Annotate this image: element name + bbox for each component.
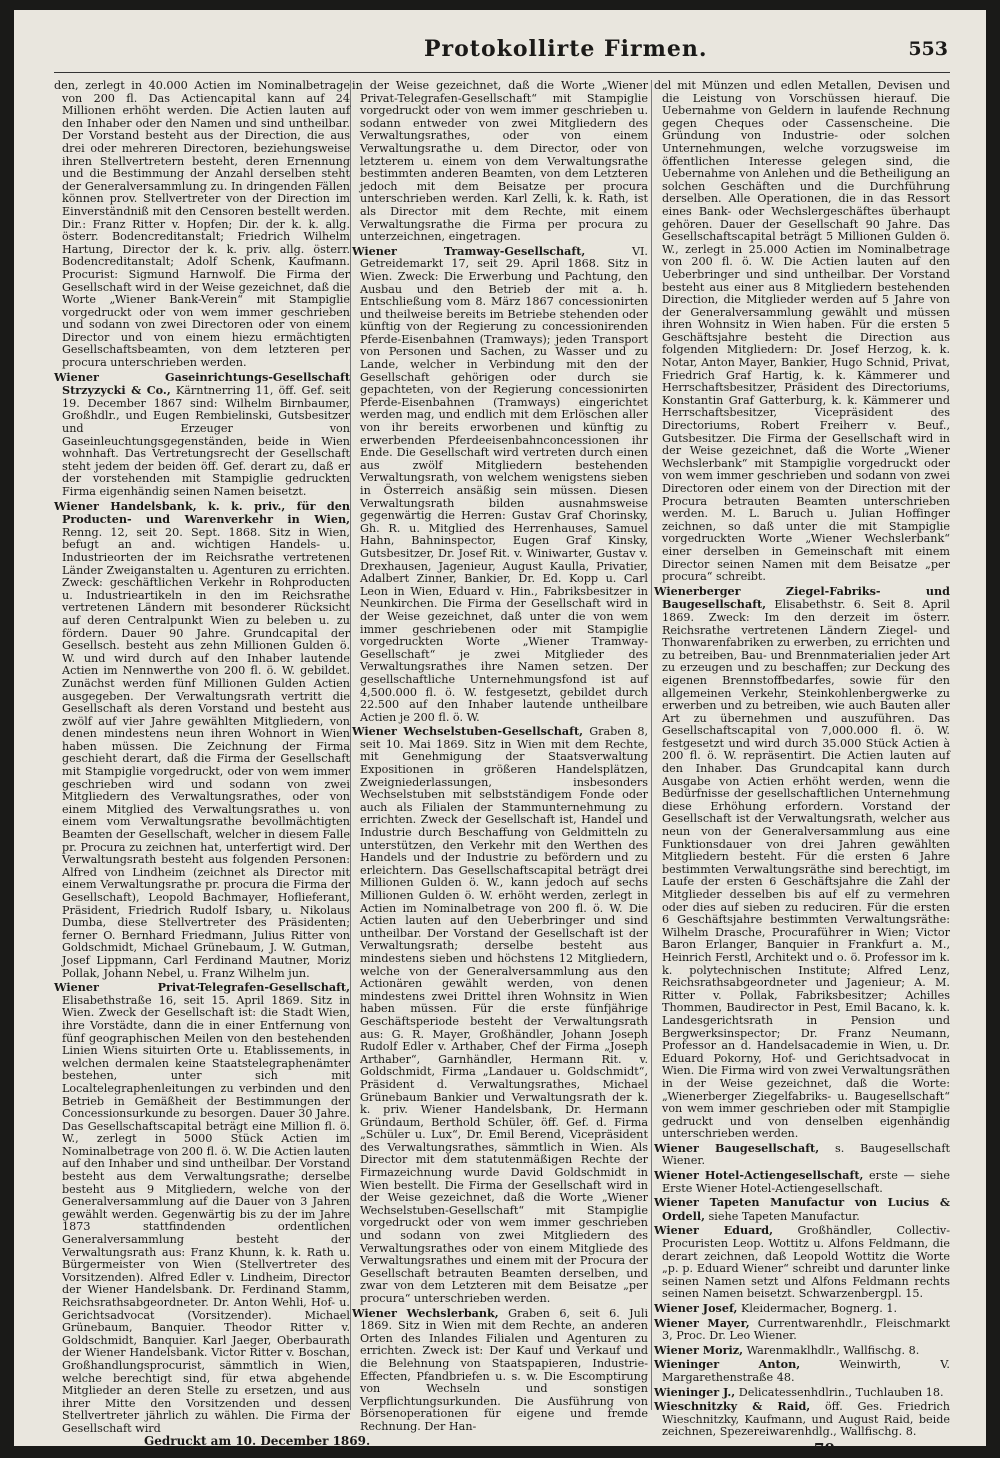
firm-name: Wiener Tramway-Gesellschaft, bbox=[352, 243, 586, 258]
firm-name: Wieninger J., bbox=[654, 1384, 736, 1399]
firm-entry bbox=[654, 1169, 950, 1195]
firm-entry bbox=[352, 725, 648, 1305]
firm-entry bbox=[54, 981, 350, 1435]
firm-entry bbox=[54, 80, 350, 370]
print-date: Gedruckt am 10. December 1869. bbox=[144, 1434, 371, 1448]
text-column-2 bbox=[352, 79, 649, 1433]
firm-name: Wiener Privat-Telegrafen-Gesellschaft, bbox=[54, 980, 350, 995]
firm-description: Graben 8, seit 10. Mai 1869. Sitz in Wien mit dem Rechte, mit Genehmigung der Staatsverwaltung Expositionen in größeren Handelsplätzen, Zweigniederlassungen, insbesonders Wechselstuben mit selbstständigem Fonde oder auch als Filialen der Stammunternehmung zu errichten. Zweck der Gesellschaft ist, Handel und Industrie durch Beschaffung von Geldmitteln zu unterstützen, den Verkehr mit den Werthen des Handels und der Industrie zu befördern und zu erleichtern. Das Gesellschaftscapital beträgt drei Millionen Gulden ö. W., kann jedoch auf sechs Millionen Gulden ö. W. erhöht werden, zerlegt in Actien im Nominalbetrage von 200 fl. ö. W. Die Actien lauten auf den Ueberbringer und sind untheilbar. Der Vorstand der Gesellschaft ist der Verwaltungsrath; derselbe besteht aus mindestens sieben und höchstens 12 Mitgliedern, welche von der Generalversammlung aus den Actionären gewählt werden, von denen mindestens zwei Drittel ihren Wohnsitz in Wien haben müssen. Für die erste fünfjährige Geschäftsperiode besteht der Verwaltungsrath aus: G. R. Mayer, Großhändler, Johann Joseph Rudolf Edler v. Arthaber, Chef der Firma „Joseph Arthaber“, Garnhändler, Hermann Rit. v. Goldschmidt, Firma „Landauer u. Goldschmidt“, Präsident d. Verwaltungsrathes, Michael Grünebaum Bankier und Verwaltungsrath der k. k. priv. Wiener Handelsbank, Dr. Hermann Gründaum, Berthold Schüler, öff. Gef. d. Firma „Schüler u. Lux“, Dr. Emil Berend, Vicepräsident des Verwaltungsrathes, sämmtlich in Wien. Als Director mit dem statutenmäßigen Rechte der Firmazeichnung wurde David Goldschmidt in Wien bestellt. Die Firma der Gesellschaft wird in der Weise gezeichnet, daß die Worte „Wiener Wechselstuben-Gesellschaft“ mit Stampiglie vorgedruckt oder von wem immer geschrieben und sodann von zwei Mitgliedern des Verwaltungsrathes oder von einem Mitgliede des Verwaltungsrathes und einem mit der Procura der Gesellschaft betrauten Beamten derselben, und zwar von dem Letzteren mit dem Beisatze „per procura“ unterschrieben werden. bbox=[360, 725, 648, 1305]
firm-entry bbox=[654, 1386, 950, 1400]
firm-name: Wiener Wechselstuben-Gesellschaft, bbox=[352, 724, 584, 739]
firm-name: Wiener Tapeten Manufactur von Lucius & Ordell, bbox=[654, 1195, 950, 1223]
firm-name: Wiener Josef, bbox=[654, 1301, 738, 1315]
firm-description: VI. Getreidemarkt 17, seit 29. April 1868. Sitz in Wien. Zweck: Die Erwerbung und Pachtung, den Ausbau und den Betrieb der mit a. h. Entschließung vom 8. März 1867 concessionirten und theilweise bereits im Betriebe stehenden oder künftig von der Regierung zu concessionirenden Pferde-Eisenbahnen (Tramways); jeden Transport von Personen und Sachen, zu Wasser und zu Lande, welcher in Verbindung mit den der Gesellschaft gehörigen oder durch sie gepachteten, von der Regierung concessionirten Pferde-Eisenbahnen (Tramways) eingerichtet werden mag, und endlich mit dem Erlöschen aller von ihr bereits erworbenen und künftig zu erwerbenden Pferdeeisenbahnconcessionen ihr Ende. Die Gesellschaft wird vertreten durch einen aus zwölf Mitgliedern bestehenden Verwaltungsrath, von welchem wenigstens sieben in Österreich ansäßig sein müssen. Diesen Verwaltungsrath bilden ausnahmsweise gegenwärtig die Herren: Gustav Graf Chorinsky, Gh. R. u. Mitglied des Herrenhauses, Samuel Hahn, Bahninspector, Eugen Graf Kinsky, Gutsbesitzer, Dr. Josef Rit. v. Winiwarter, Gustav v. Drexhausen, Jagenieur, August Kaulla, Privatier, Adalbert Zinner, Bankier, Dr. Ed. Kopp u. Carl Leon in Wien, Eduard v. Hin., Fabriksbesitzer in Neunkirchen. Die Firma der Gesellschaft wird in der Weise gezeichnet, daß unter die von wem immer geschriebenen oder mit Stampiglie vorgedruckten Worte „Wiener Tramway-Gesellschaft“ je zwei Mitglieder des Verwaltungsrathes ihre Namen setzen. Der gesellschaftliche Unternehmungsfond ist auf 4,500.000 fl. ö. W. festgesetzt, gebildet durch 22.500 auf den Inhaber lautende untheilbare Actien je 200 fl. ö. W. bbox=[360, 244, 648, 724]
page-title: Protokollirte Firmen. bbox=[424, 36, 708, 62]
firm-description: in der Weise gezeichnet, daß die Worte „Wiener Privat-Telegrafen-Gesellschaft“ mit Stampiglie vorgedruckt oder von wem immer geschrieben u. sodann entweder von zwei Mitgliedern des Verwaltungsrathes, oder von einem Verwaltungsrathe u. dem Director, oder von letzterem u. einem von dem Verwaltungsrathe bestimmten anderen Beamten, von dem Letzteren jedoch mit dem Beisatze per procura unterschrieben werden. Karl Zelli, k. k. Rath, ist als Director mit dem Rechte, mit einem Verwaltungsrathe die Firma per procura zu unterzeichnen, eingetragen. bbox=[352, 79, 648, 244]
firm-name: Wiener Gaseinrichtungs-Gesellschaft Strzyzycki & Co., bbox=[54, 369, 350, 398]
firm-entry bbox=[654, 1142, 950, 1168]
page-number: 553 bbox=[908, 38, 948, 60]
firm-description: Kärntnerring 11, öff. Gef. seit 19. December 1867 sind: Wilhelm Birnbaumer, Großhdlr., und Eugen Rembielinski, Gutsbesitzer und Erzeuger von Gaseinleuchtungsgegenständen, beide in Wien wohnhaft. Das Vertretungsrecht der Gesellschaft steht jedem der beiden öff. Gef. derart zu, daß er der vorstehenden mit Stampiglie gedruckten Firma eigenhändig seinen Namen beisetzt. bbox=[62, 384, 350, 498]
firm-description: erste — siehe Erste Wiener Hotel-Actiengesellschaft. bbox=[662, 1169, 951, 1195]
firm-description: öff. Ges. Friedrich Wieschnitzky, Kaufmann, und August Raid, beide zeichnen, Spezereiwarenhdlg., Wallfischg. 8. bbox=[662, 1400, 950, 1439]
firm-name: Wiener Hotel-Actiengesellschaft, bbox=[654, 1168, 864, 1183]
firm-name: Wiener Eduard, bbox=[654, 1223, 773, 1238]
firm-description: Elisabethstr. 6. Seit 8. April 1869. Zweck: Im den derzeit im österr. Reichsrathe vertretenen Ländern Ziegel- und Thonwarenfabriken zu erwerben, zu errichten und zu betreiben, Bau- und Brennmaterialien jeder Art zu erzeugen und zu beschaffen; zur Deckung des eigenen Brennstoffbedarfes, sowie für den allgemeinen Verkehr, Steinkohlenbergwerke zu erwerben und zu betreiben, wie auch Bauten aller Art zu übernehmen und auszuführen. Das Gesellschaftscapital von 7,000.000 fl. ö. W. festgesetzt und wird durch 35.000 Stück Actien à 200 fl. ö. W. repräsentirt. Die Actien lauten auf den Inhaber. Das Grundcapital kann durch Ausgabe von Actien erhöht werden, wenn die Bedürfnisse der gesellschaftlichen Unternehmung diese Erhöhung erfordern. Vorstand der Gesellschaft ist der Verwaltungsrath, welcher aus neun von der Generalversammlung aus eine Funktionsdauer von drei Jahren gewählten Mitgliedern besteht. Für die ersten 6 Jahre bestimmten Verwaltungsräthe sind berechtigt, im Laufe der ersten 6 Geschäftsjahre die Zahl der Mitglieder desselben bis auf elf zu vermehren oder dies auf sieben zu reduciren. Für die ersten 6 Geschäftsjahre bestimmten Verwaltungsräthe: Wilhelm Drasche, Procuraführer in Wien; Victor Baron Erlanger, Banquier in Frankfurt a. M., Heinrich Ferstl, Architekt und o. ö. Professor im k. k. polytechnischen Institute; Alfred Lenz, Reichsrathsabgeordneter und Jagenieur; A. M. Ritter v. Pollak, Fabriksbesitzer; Achilles Thommen, Baudirector in Pest, Emil Bacano, k. k. Landesgerichtsrath in Pension und Bergwerksinspector; Dr. Franz Neumann, Professor an d. Handelsacademie in Wien, u. Dr. Eduard Pokorny, Hof- und Gerichtsadvocat in Wien. Die Firma wird von zwei Verwaltungsräthen in der Weise gezeichnet, daß die Worte: „Wienerberger Ziegelfabriks- u. Baugesellschaft“ von wem immer geschrieben oder mit Stampiglie gedruckt und von denselben eigenhändig unterschrieben werden. bbox=[662, 598, 950, 1141]
firm-entry bbox=[654, 1344, 950, 1358]
firm-description: Weinwirth, V. Margarethenstraße 48. bbox=[662, 1358, 950, 1384]
firm-entry bbox=[654, 1400, 950, 1439]
firm-name: Wiener Wechslerbank, bbox=[352, 1305, 499, 1320]
firm-entry bbox=[654, 1358, 950, 1384]
firm-name: Wiener Handelsbank, k. k. priv., für den Producten- und Warenverkehr in Wien, bbox=[54, 498, 350, 527]
column-divider bbox=[350, 80, 351, 1410]
firm-description: den, zerlegt in 40.000 Actien im Nominalbetrage von 200 fl. Das Actiencapital kann auf 24 Millionen erhöht werden. Die Actien lauten auf den Inhaber oder den Namen und sind untheilbar. Der Vorstand besteht aus der Direction, die aus drei oder mehreren Directoren, beziehungsweise ihren Stellvertretern besteht, deren Ernennung und die Bestimmung der Anzahl derselben steht der Generalversammlung zu. In dringenden Fällen können prov. Stellvertreter von der Direction im Einverständniß mit den Censoren bestellt werden. Dir.: Franz Ritter v. Hopfen; Dir. der k. k. allg. österr. Bodencreditanstalt; Friedrich Wilhelm Hartung, Director der k. k. priv. allg. österr. Bodencreditanstalt; Adolf Schenk, Kaufmann. Procurist: Sigmund Harnwolf. Die Firma der Gesellschaft wird in der Weise gezeichnet, daß die Worte „Wiener Bank-Verein“ mit Stampiglie vorgedruckt oder von wem immer geschrieben und sodann von zwei Directoren oder von einem Director und von einem hiezu ermächtigten Gesellschaftsbeamten, von dem letzteren per procura unterschrieben werden. bbox=[54, 79, 350, 370]
firm-entry bbox=[654, 1224, 950, 1301]
firm-description: Warenmaklhdlr., Wallfischg. 8. bbox=[746, 1343, 920, 1357]
firm-entry bbox=[654, 80, 950, 584]
firm-name: Wienerberger Ziegel-Fabriks- und Baugesellschaft, bbox=[654, 583, 950, 612]
firm-description: siehe Tapeten Manufactur. bbox=[708, 1209, 860, 1223]
firm-entry bbox=[654, 1196, 950, 1223]
document-page bbox=[14, 10, 986, 1458]
firm-description: Renng. 12, seit 20. Sept. 1868. Sitz in Wien, befugt an and. wichtigen Handels- u. Industrieorten der im Reichsrathe vertretenen Länder Zweiganstalten u. Agenturen zu errichten. Zweck: geschäftlichen Verkehr in Rohproducten u. Industrieartikeln in den im Reichsrathe vertretenen Ländern mit besonderer Rücksicht auf deren Centralpunkt Wien zu beleben u. zu fördern. Dauer 90 Jahre. Grundcapital der Gesellsch. besteht aus zehn Millionen Gulden ö. W. und wird durch auf den Inhaber lautende Actien im Nennwerthe von 200 fl. ö. W. gebildet. Zunächst werden fünf Millionen Gulden Actien ausgegeben. Der Verwaltungsrath vertritt die Gesellschaft als deren Vorstand und besteht aus zwölf auf vier Jahre gewählten Mitgliedern, von denen mindestens neun ihren Wohnort in Wien haben müssen. Die Zeichnung der Firma geschieht derart, daß die Firma der Gesellschaft mit Stampiglie vorgedruckt, oder von wem immer geschrieben wird und sodann von zwei Mitgliedern des Verwaltungsrathes, oder von einem Mitglied des Verwaltungsrathes u. von einem vom Verwaltungsrathe bevollmächtigten Beamten der Gesellschaft, welcher in diesem Falle pr. Procura zu zeichnen hat, unterfertigt wird. Der Verwaltungsrath besteht aus folgenden Personen: Alfred von Lindheim (zeichnet als Director mit einem Verwaltungsrathe pr. procura die Firma der Gesellschaft), Leopold Bachmayer, Hoflieferant, Präsident, Friedrich Rudolf Isbary, u. Nikolaus Dumba, diese Stellvertreter des Präsidenten; ferner O. Bernhard Friedmann, Julius Ritter von Goldschmidt, Michael Grünebaum, J. W. Gutman, Josef Lippmann, Carl Ferdinand Mautner, Moriz Pollak, Johann Nebel, u. Franz Wilhelm jun. bbox=[62, 525, 350, 980]
firm-entry bbox=[352, 245, 648, 725]
firm-entry bbox=[54, 371, 350, 499]
header-rule bbox=[54, 72, 950, 73]
firm-description: del mit Münzen und edlen Metallen, Devisen und die Leistung von Vorschüssen hierauf. Die Uebernahme von Geldern in laufende Rechnung gegen Cheques oder Cassenscheine. Die Gründung von Industrie- oder solchen Unternehmungen, welche vorzugsweise im öffentlichen Interesse gelegen sind, die Uebernahme von Anlehen und die Betheiligung an solchen Geschäften und die Durchführung derselben. Alle Operationen, die in das Ressort eines Bank- oder Wechslergeschäftes überhaupt gehören. Dauer der Gesellschaft 90 Jahre. Das Gesellschaftscapital beträgt 5 Millionen Gulden ö. W., zerlegt in 25.000 Actien im Nominalbetrage von 200 fl. ö. W. Die Actien lauten auf den Ueberbringer und sind untheilbar. Der Vorstand besteht aus einer aus 8 Mitgliedern bestehenden Direction, die Mitglieder werden auf 5 Jahre von der Generalversammlung gewählt und müssen ihren Wohnsitz in Wien haben. Für die ersten 5 Geschäftsjahre besteht die Direction aus folgenden Mitgliedern: Dr. Josef Herzog, k. k. Notar, Anton Mayer, Bankier, Hugo Schnid, Privat, Friedrich Graf Hartig, k. k. Kämmerer und Herrschaftsbesitzer, Präsident des Directoriums, Konstantin Graf Gatterburg, k. k. Kämmerer und Herrschaftsbesitzer, Vicepräsident des Directoriums, Robert Freiherr v. Beuf., Gutsbesitzer. Die Firma der Gesellschaft wird in der Weise gezeichnet, daß die Worte „Wiener Wechslerbank“ mit Stampiglie vorgedruckt oder von wem immer geschrieben und sodann von zwei Directoren oder einem von der Direction mit der Procura betrauten Beamten unterschrieben werden. M. L. Baruch u. Julian Hoffinger zeichnen, so daß unter die mit Stampiglie vorgedruckten Worte „Wiener Wechslerbank“ einer derselben in Gemeinschaft mit einem Director seinen Namen mit dem Beisatze „per procura“ schreibt. bbox=[654, 79, 950, 584]
sheet-number: 70 bbox=[814, 1440, 835, 1458]
firm-description: Elisabethstraße 16, seit 15. April 1869. Sitz in Wien. Zweck der Gesellschaft ist: die Stadt Wien, ihre Vorstädte, dann die in einer Entfernung von fünf geographischen Meilen von den bestehenden Linien Wiens situirten Orte u. Etablissements, in welchen dermalen keine Staatstelegraphenämter bestehen, unter sich mit Localtelegraphenleitungen zu verbinden und den Betrieb in Gemäßheit der Bestimmungen der Concessionsurkunde zu besorgen. Dauer 30 Jahre. Das Gesellschaftscapital beträgt eine Million fl. ö. W., zerlegt in 5000 Stück Actien im Nominalbetrage von 200 fl. ö. W. Die Actien lauten auf den Inhaber und sind untheilbar. Der Vorstand besteht aus dem Verwaltungsrathe; derselbe besteht aus 9 Mitgliedern, welche von der Generalversammlung auf die Dauer von 3 Jahren gewählt werden. Gegenwärtig bis zu der im Jahre 1873 stattfindenden ordentlichen Generalversammlung besteht der Verwaltungsrath aus: Franz Khunn, k. k. Rath u. Bürgermeister von Wien (Stellvertreter des Vorsitzenden). Alfred Edler v. Lindheim, Director der Wiener Handelsbank. Dr. Ferdinand Stamm, Reichsrathsabgeordneter. Dr. Anton Wehli, Hof- u. Gerichtsadvocat (Vorsitzender). Michael Grünebaum, Banquier. Theodor Ritter v. Goldschmidt, Banquier. Karl Jaeger, Oberbaurath der Wiener Handelsbank. Victor Ritter v. Boschan, Großhandlungsprocurist, sämmtlich in Wien, welche berechtigt sind, für etwa abgehende Mitglieder an deren Stelle zu ersetzen, und aus ihrer Mitte den Vorsitzenden und dessen Stellvertreter jährlich zu wählen. Die Firma der Gesellschaft wird bbox=[62, 993, 350, 1435]
firm-entry bbox=[352, 1307, 648, 1434]
firm-name: Wiener Baugesellschaft, bbox=[654, 1140, 820, 1155]
page-header bbox=[54, 36, 956, 66]
firm-name: Wieschnitzky & Raid, bbox=[654, 1399, 811, 1414]
firm-description: Graben 6, seit 6. Juli 1869. Sitz in Wien mit dem Rechte, an anderen Orten des Inlandes Filialen und Agenturen zu errichten. Zweck ist: Der Kauf und Verkauf und die Belehnung von Staatspapieren, Industrie-Effecten, Pfandbriefen u. s. w. Die Escomptirung von Wechseln und sonstigen Verpflichtungsurkunden. Die Ausführung von Börsenoperationen für eigene und fremde Rechnung. Der Han- bbox=[360, 1306, 649, 1433]
column-divider bbox=[651, 80, 652, 1410]
firm-description: Currentwarenhdlr., Fleischmarkt 3, Proc. Dr. Leo Wiener. bbox=[662, 1316, 950, 1343]
firm-entry bbox=[654, 585, 950, 1141]
text-column-3 bbox=[654, 79, 951, 1439]
firm-entry bbox=[654, 1317, 950, 1343]
firm-name: Wiener Moriz, bbox=[654, 1342, 744, 1357]
firm-description: Kleidermacher, Bognerg. 1. bbox=[740, 1302, 898, 1315]
firm-entry bbox=[352, 80, 648, 244]
text-column-1 bbox=[54, 79, 350, 1435]
firm-name: Wiener Mayer, bbox=[654, 1315, 750, 1330]
firm-description: Großhändler, Collectiv-Procuristen Leop. Wottitz u. Alfons Feldmann, die derart zeichnen, daß Leopold Wottitz die Worte „p. p. Eduard Wiener“ schreibt und darunter linke seinen Namen setzt und Alfons Feldmann rechts seinen Namen beisetzt. Schwarzenbergpl. 15. bbox=[662, 1224, 950, 1301]
firm-entry bbox=[54, 500, 350, 981]
firm-description: Delicatessenhdlrin., Tuchlauben 18. bbox=[738, 1385, 944, 1399]
firm-description: s. Baugesellschaft Wiener. bbox=[662, 1141, 950, 1168]
firm-name: Wieninger Anton, bbox=[654, 1357, 801, 1372]
firm-entry bbox=[654, 1302, 950, 1316]
